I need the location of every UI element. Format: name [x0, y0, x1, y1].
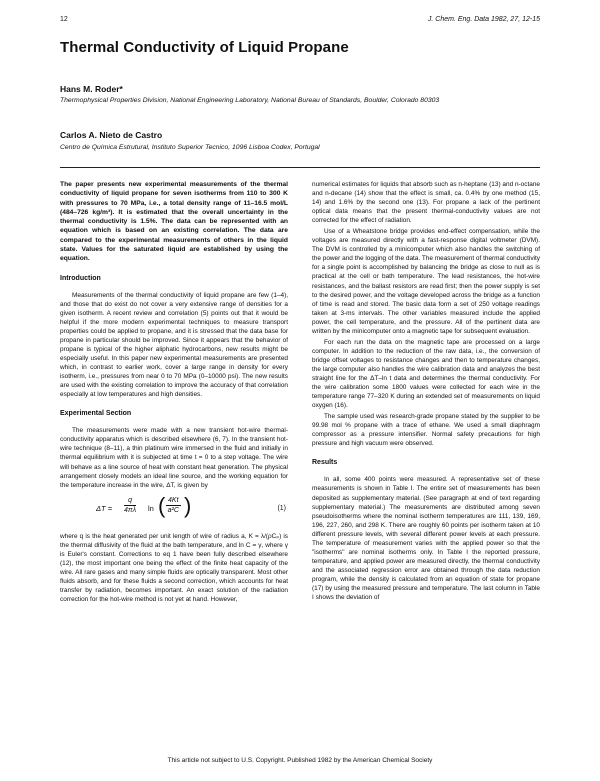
abstract: The paper presents new experimental measurements of the thermal conductivity of liquid propane for seven isotherms from 110 to 300 K with pressures to 70 MPa, i.e., a total density range of 11–16.5 mol/L (484–726 kg/m³). It is estimated that the overall uncertainty in the thermal conductivity is 1.5%. The data can be represented with an equation which is based on an existing correlation. The data are compared to the experimental measurements of others in the liquid state. Values for the saturated liquid are established by using the equation. — [60, 181, 288, 263]
section-heading-results: Results — [312, 459, 338, 467]
article-title: Thermal Conductivity of Liquid Propane — [60, 39, 349, 56]
equation-fraction — [124, 496, 136, 515]
section-heading-introduction: Introduction — [60, 274, 101, 282]
equation-number: (1) — [277, 504, 286, 512]
fraction-denominator: 4πλ — [124, 506, 137, 514]
results-paragraph: In all, some 400 points were measured. A representative set of these measurements is shown in Table I. The entire set of measurements has been deposited as supplementary material. (See paragraph at end of text regarding supplementary material.) The measurements are distributed among seven pseudoisotherms where the nominal isotherm temperatures are 111, 139, 169, 196, 227, 260, and 298 K. There are roughly 60 points per isotherm taken at 10 different pressure levels, with several different power levels at each pressure. The temperature of measurement varies with the applied power so that the "isotherms" are nominal isotherms only. In Table I the reported pressure, temperature, and applied power are measured directly, the thermal conductivity and the associated regression error are obtained through the data reduction program, while the density is calculated from an equation of state for propane (17) by using the measured pressure and temperature. The last column in Table I shows the deviation of — [312, 476, 540, 602]
section-heading-experimental: Experimental Section — [60, 410, 132, 418]
experimental-paragraph-2: where q is the heat generated per unit length of wire of radius a, K = λ/(ρCₚ) is the thermal diffusivity of the fluid at the bath temperature, and ln C = γ, where γ is Euler's constant. Corrections to eq 1 have been fully described elsewhere (12), the most important one being the effect of the finite heat capacity of the wire. All rare gases and many simple fluids are optically transparent. Most other fluids absorb, and for these fluids a second correction, which accounts for heat transfer by radiation, becomes important. An exact solution of the radiation correction for the hot-wire method is not yet at hand. However, — [60, 532, 288, 603]
inner-denominator: a²C — [167, 506, 179, 514]
right-paragraph-4: The sample used was research-grade propane stated by the supplier to be 99.98 mol % propane with a trace of ethane. We used a small diaphragm compressor as a pressure intensifier. Normal safety precautions for high pressure and high vacuum were observed. — [312, 413, 540, 448]
right-column — [312, 180, 540, 604]
right-paragraph-3: For each run the data on the magnetic tape are processed on a large computer. In addition to the reduction of the raw data, i.e., the conversion of bridge offset voltages to resistance changes and then to temperature changes, the large computer also handles the wire calibration data and analyzes the best straight line for the ΔT–ln t data and determines the thermal conductivity. For the wire calibration some 1800 values were collected for each wire in the temperature range 77–320 K during an extended set of measurements on liquid oxygen (16). — [312, 338, 540, 410]
author-affiliation-2: Centro de Química Estrutural, Instituto Superior Tecnico, 1096 Lisboa Codex, Portugal — [60, 144, 320, 151]
experimental-paragraph-1: The measurements were made with a new transient hot-wire thermal-conductivity apparatus which is described elsewhere (6, 7). In the transient hot-wire technique (8–11), a thin platinum wire immersed in the fluid and initially in thermal equilibrium with it is subjected at time t = 0 to a step voltage. The wire will behave as a line source of heat with constant heat generation. The physical arrangement closely models an ideal line source, and the working equation for the temperature increase in the wire, ΔT, is given by — [60, 427, 288, 489]
inner-fraction — [166, 496, 181, 515]
right-paren: ) — [184, 492, 192, 518]
author-affiliation-1: Thermophysical Properties Division, National Engineering Laboratory, National Bureau of Standards, Boulder, Colorado 80303 — [60, 97, 440, 104]
left-column — [60, 180, 288, 606]
introduction-paragraph: Measurements of the thermal conductivity of liquid propane are few (1–4), and those that do exist do not cover a very extensive range of densities for a given isotherm. A recent review and correlation (5) points out that it would be helpful if the more modern experimental techniques to measure transport properties could be applied to propane, and it is stressed that the data base for propane in particular should be improved. Since it appears that the behavior of propane is typical of the higher aliphatic hydrocarbons, new results might be especially useful. In this paper new experimental measurements are presented which, in contrast to earlier work, cover a large range in density for every isotherm, i.e., pressures from near 0 to 70 MPa (0–10000 psi). The new results are used with the existing correlation to improve the accuracy of that correlation especially at low temperatures and high densities. — [60, 291, 288, 399]
running-header — [60, 16, 540, 28]
author-name-2: Carlos A. Nieto de Castro — [60, 130, 163, 140]
header-divider — [60, 167, 540, 168]
author-name-1: Hans M. Roder* — [60, 84, 123, 94]
right-paragraph-2: Use of a Wheatstone bridge provides end-effect compensation, while the voltages are measured directly with a fast-response digital voltmeter (DVM). The DVM is controlled by a minicomputer which also handles the switching of the power and the logging of the data. The measurement of thermal conductivity for a single point is accomplished by balancing the bridge as close to null as is practical at the cell or bath temperature. The lead resistances, the hot-wire resistances, and the ballast resistors are read first; then the power supply is set to the desired power, and the voltage developed across the bridge as a function of time is read and stored. The basic data form a set of 250 voltage readings taken at 3-ms intervals. The other variables measured include the applied power, the cell temperature, and the pressure. All of the pertinent data are written by the minicomputer onto a magnetic tape for subsequent evaluation. — [312, 228, 540, 335]
equation-lhs: ΔT = — [96, 503, 113, 513]
inner-numerator: 4Kt — [166, 496, 181, 506]
left-paren: ( — [158, 492, 166, 518]
page-number: 12 — [60, 16, 68, 23]
equation-1 — [60, 492, 288, 530]
fraction-numerator: q — [124, 496, 136, 506]
journal-reference: J. Chem. Eng. Data 1982, 27, 12-15 — [427, 16, 540, 23]
copyright-footer: This article not subject to U.S. Copyright. Published 1982 by the American Chemical Society — [167, 757, 433, 764]
equation-ln: ln — [148, 503, 154, 513]
right-paragraph-1: numerical estimates for liquids that absorb such as n-heptane (13) and n-octane and n-decane (14) show that the effect is small, ca. 0.4% by one method (15, 14) and 1.6% by the second one (13). For propane a lack of the pertinent optical data means that the present thermal-conductivity values are not corrected for the effect of radiation. — [312, 181, 540, 225]
